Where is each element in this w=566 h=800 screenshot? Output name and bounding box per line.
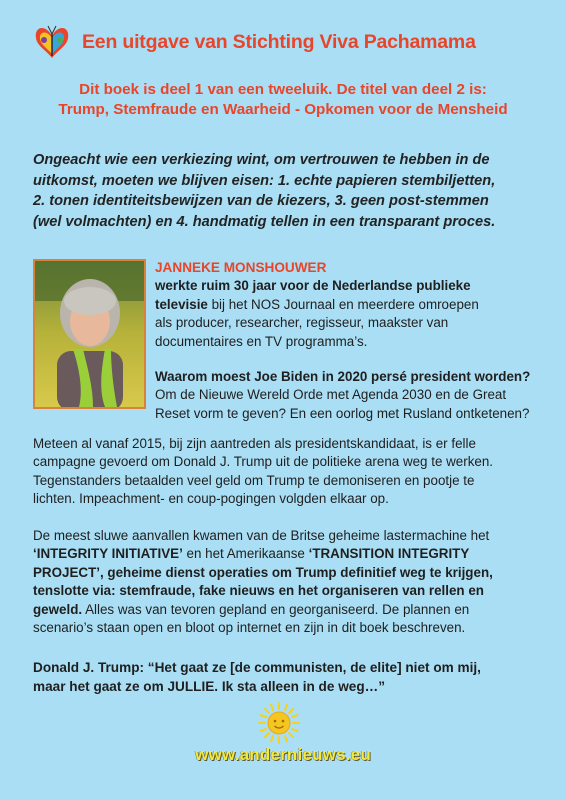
- paragraph-line: scenario’s staan open en bloot op internet en zijn in dit boek beschreven.: [33, 620, 466, 636]
- paragraph-line: De meest sluwe aanvallen kwamen van de Britse geheime lastermachine het: [33, 528, 490, 543]
- author-bio-text: bij het NOS Journaal en meerdere omroepen: [207, 296, 479, 312]
- author-bio-line: werkte ruim 30 jaar voor de Nederlandse publieke: [155, 278, 471, 294]
- author-portrait-image: [35, 261, 144, 407]
- website-link[interactable]: www.andernieuws.eu: [195, 745, 371, 764]
- paragraph-line: lichten. Impeachment- en coup-pogingen volgden elkaar op.: [33, 491, 389, 507]
- question-line: Reset vorm te geven? En een oorlog met Rusland ontketenen?: [155, 405, 530, 421]
- author-bio: [155, 259, 550, 351]
- question-line: Om de Nieuwe Wereld Orde met Agenda 2030 en de Great: [155, 387, 507, 403]
- demands-line: (wel volmachten) en 4. handmatig tellen in een transparant proces.: [33, 213, 496, 230]
- question-heading: Waarom moest Joe Biden in 2020 persé president worden?: [155, 369, 531, 384]
- quote-line: Donald J. Trump: “Het gaat ze [de communisten, de elite] niet om mij,: [33, 660, 481, 675]
- paragraph-line: campagne gevoerd om Donald J. Trump uit de politieke arena weg te werken.: [33, 454, 494, 470]
- demands-line: 2. tonen identiteitsbewijzen van de kiezers, 3. geen post-stemmen: [33, 193, 489, 209]
- demands-line: Ongeacht wie een verkiezing wint, om vertrouwen te hebben in de: [33, 152, 490, 168]
- author-photo: [33, 259, 146, 409]
- paragraph-line: [33, 545, 543, 563]
- voting-demands: [33, 150, 543, 232]
- series-note: [20, 80, 546, 120]
- author-bio-line: documentaires en TV programma’s.: [155, 333, 368, 349]
- paragraph-bold: geweld.: [33, 601, 83, 617]
- paragraph-text: Alles was van tevoren gepland en georganiseerd. De plannen en: [82, 601, 470, 617]
- paragraph-line: Tegenstanders betaalden veel geld om Trump te demoniseren en pootje te: [33, 472, 475, 488]
- publisher-title: Een uitgave van Stichting Viva Pachamama: [82, 30, 476, 53]
- paragraph-line: tenslotte via: stemfraude, fake nieuws en het organiseren van rellen en: [33, 583, 484, 599]
- trump-quote: [33, 658, 481, 696]
- quote-line: maar het gaat ze om JULLIE. Ik sta alleen in de weg…”: [33, 679, 386, 694]
- header: [32, 22, 476, 62]
- paragraph-text: en het Amerikaanse: [182, 546, 309, 562]
- paragraph-line: PROJECT’, geheime dienst operaties om Trump definitief weg te krijgen,: [33, 564, 493, 580]
- transition-integrity: ‘TRANSITION INTEGRITY: [308, 546, 470, 562]
- paragraph-line: Meteen al vanaf 2015, bij zijn aantreden als presidentskandidaat, is er felle: [33, 436, 476, 451]
- series-note-line: Dit boek is deel 1 van een tweeluik. De titel van deel 2 is:: [79, 81, 487, 98]
- author-bio-line: als producer, researcher, regisseur, maakster van: [155, 315, 449, 331]
- butterfly-heart-icon: [32, 22, 72, 62]
- series-note-line: Trump, Stemfraude en Waarheid - Opkomen voor de Mensheid: [58, 101, 508, 118]
- biden-question: [155, 368, 555, 423]
- paragraph-line: [33, 601, 543, 619]
- sun-face-icon: [258, 702, 300, 744]
- author-name: JANNEKE MONSHOUWER: [155, 260, 327, 275]
- author-bio-bold: televisie: [155, 296, 208, 312]
- integrity-initiative: ‘INTEGRITY INITIATIVE’: [33, 546, 183, 562]
- paragraph-campaign: [33, 435, 543, 509]
- demands-line: uitkomst, moeten we blijven eisen: 1. echte papieren stembiljetten,: [33, 172, 496, 189]
- paragraph-attacks: [33, 527, 543, 637]
- author-bio-line: [155, 296, 550, 314]
